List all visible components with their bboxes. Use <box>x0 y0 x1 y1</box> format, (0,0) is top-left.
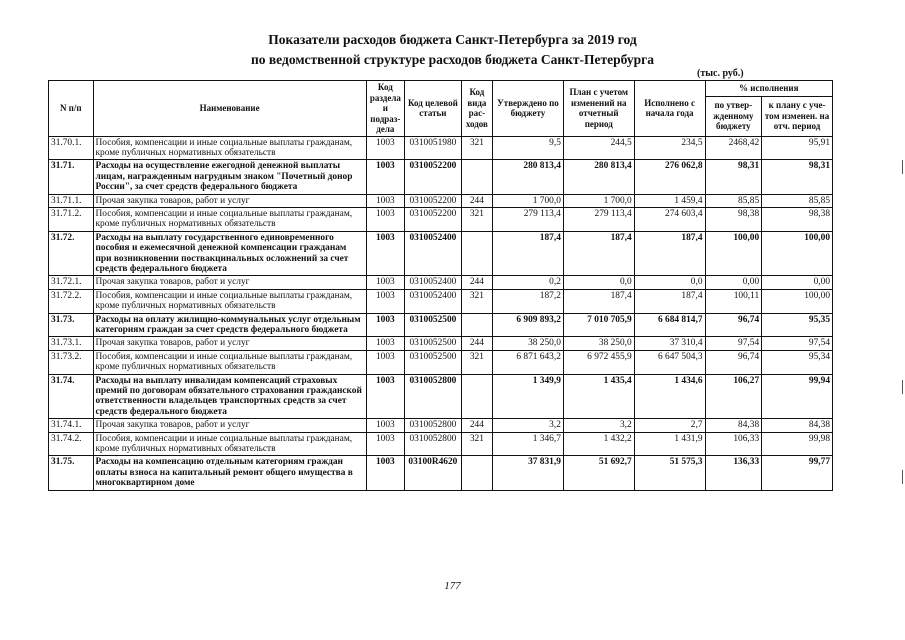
cell-executed: 1 434,6 <box>634 374 705 419</box>
cell-type <box>461 313 492 337</box>
cell-article: 0310052500 <box>405 337 462 350</box>
cell-name: Пособия, компенсации и иные социальные выплаты гражданам, кроме публичных нормативных обязательств <box>93 207 366 231</box>
cell-section: 1003 <box>366 289 404 313</box>
scan-margin-mark <box>902 470 903 484</box>
table-row <box>49 350 833 374</box>
cell-executed: 187,4 <box>634 289 705 313</box>
cell-executed: 0,0 <box>634 276 705 289</box>
cell-approved: 1 346,7 <box>493 432 564 456</box>
cell-approved: 6 909 893,2 <box>493 313 564 337</box>
cell-plan: 1 700,0 <box>563 194 634 207</box>
cell-name: Расходы на компенсацию отдельным категориям граждан оплаты взноса на капитальный ремонт общего имущества в многоквартирном доме <box>93 456 366 490</box>
cell-section: 1003 <box>366 231 404 276</box>
cell-pct-plan: 98,38 <box>762 207 833 231</box>
cell-article: 0310052200 <box>405 160 462 194</box>
cell-name: Прочая закупка товаров, работ и услуг <box>93 337 366 350</box>
cell-plan: 187,4 <box>563 289 634 313</box>
cell-num: 31.72. <box>49 231 94 276</box>
table-row <box>49 456 833 490</box>
cell-pct-plan: 84,38 <box>762 419 833 432</box>
cell-executed: 274 603,4 <box>634 207 705 231</box>
cell-executed: 234,5 <box>634 136 705 160</box>
title-line-1: Показатели расходов бюджета Санкт-Петербурга за 2019 год <box>268 32 637 47</box>
cell-article: 0310052500 <box>405 350 462 374</box>
cell-name: Прочая закупка товаров, работ и услуг <box>93 194 366 207</box>
cell-num: 31.70.1. <box>49 136 94 160</box>
cell-type: 321 <box>461 432 492 456</box>
cell-section: 1003 <box>366 136 404 160</box>
cell-article: 0310052400 <box>405 231 462 276</box>
cell-pct-plan: 100,00 <box>762 289 833 313</box>
cell-num: 31.74. <box>49 374 94 419</box>
cell-section: 1003 <box>366 276 404 289</box>
cell-plan: 38 250,0 <box>563 337 634 350</box>
cell-name: Прочая закупка товаров, работ и услуг <box>93 419 366 432</box>
table-row <box>49 160 833 194</box>
table-header <box>49 81 833 137</box>
title-line-2: по ведомственной структуре расходов бюджета Санкт-Петербурга <box>250 52 655 67</box>
cell-name: Расходы на осуществление ежегодной денежной выплаты лицам, награжденным нагрудным знаком "Почетный донор России", за счет средств федерального бюджета <box>93 160 366 194</box>
table-row <box>49 207 833 231</box>
cell-executed: 37 310,4 <box>634 337 705 350</box>
cell-type <box>461 160 492 194</box>
cell-article: 0310052800 <box>405 419 462 432</box>
table-body <box>49 136 833 490</box>
cell-plan: 187,4 <box>563 231 634 276</box>
cell-pct-plan: 0,00 <box>762 276 833 289</box>
table-row <box>49 231 833 276</box>
cell-article: 03100R4620 <box>405 456 462 490</box>
cell-executed: 276 062,8 <box>634 160 705 194</box>
cell-section: 1003 <box>366 350 404 374</box>
units-label: (тыс. руб.) <box>697 68 744 79</box>
cell-section: 1003 <box>366 374 404 419</box>
col-header-pct-plan: к плану с уче-том изменен. на отч. период <box>762 96 833 136</box>
cell-plan: 3,2 <box>563 419 634 432</box>
cell-name: Пособия, компенсации и иные социальные выплаты гражданам, кроме публичных нормативных обязательств <box>93 350 366 374</box>
cell-executed: 2,7 <box>634 419 705 432</box>
cell-pct-plan: 100,00 <box>762 231 833 276</box>
cell-approved: 3,2 <box>493 419 564 432</box>
col-header-pct-budget: по утвер-жденному бюджету <box>705 96 762 136</box>
cell-type: 321 <box>461 289 492 313</box>
table-row <box>49 276 833 289</box>
table-row <box>49 374 833 419</box>
col-header-num: N п/п <box>49 81 94 137</box>
col-header-name: Наименование <box>93 81 366 137</box>
cell-pct-plan: 95,34 <box>762 350 833 374</box>
cell-pct-budget: 100,11 <box>705 289 762 313</box>
cell-pct-budget: 0,00 <box>705 276 762 289</box>
cell-pct-plan: 99,98 <box>762 432 833 456</box>
cell-type: 244 <box>461 194 492 207</box>
cell-num: 31.71. <box>49 160 94 194</box>
cell-pct-budget: 106,27 <box>705 374 762 419</box>
page-number: 177 <box>444 580 461 592</box>
cell-article: 0310052200 <box>405 194 462 207</box>
cell-approved: 0,2 <box>493 276 564 289</box>
cell-num: 31.75. <box>49 456 94 490</box>
cell-executed: 187,4 <box>634 231 705 276</box>
cell-type: 321 <box>461 350 492 374</box>
cell-executed: 1 459,4 <box>634 194 705 207</box>
cell-pct-budget: 98,31 <box>705 160 762 194</box>
table-row <box>49 337 833 350</box>
cell-section: 1003 <box>366 160 404 194</box>
cell-type: 244 <box>461 276 492 289</box>
cell-executed: 6 647 504,3 <box>634 350 705 374</box>
col-header-plan: План с учетом изменений на отчетный период <box>563 81 634 137</box>
cell-pct-budget: 98,38 <box>705 207 762 231</box>
cell-pct-budget: 84,38 <box>705 419 762 432</box>
cell-type: 244 <box>461 419 492 432</box>
cell-article: 0310052800 <box>405 432 462 456</box>
cell-num: 31.73.1. <box>49 337 94 350</box>
scan-margin-mark <box>902 380 903 394</box>
cell-num: 31.72.2. <box>49 289 94 313</box>
scan-margin-mark <box>902 160 903 174</box>
col-header-article: Код целевой статьи <box>405 81 462 137</box>
table-row <box>49 432 833 456</box>
cell-type <box>461 231 492 276</box>
cell-pct-budget: 2468,42 <box>705 136 762 160</box>
cell-type: 244 <box>461 337 492 350</box>
cell-article: 0310052500 <box>405 313 462 337</box>
cell-pct-budget: 96,74 <box>705 350 762 374</box>
col-header-type: Код вида рас-ходов <box>461 81 492 137</box>
cell-plan: 6 972 455,9 <box>563 350 634 374</box>
table-row <box>49 136 833 160</box>
cell-section: 1003 <box>366 419 404 432</box>
cell-plan: 0,0 <box>563 276 634 289</box>
cell-pct-plan: 97,54 <box>762 337 833 350</box>
cell-approved: 280 813,4 <box>493 160 564 194</box>
cell-pct-plan: 98,31 <box>762 160 833 194</box>
cell-num: 31.71.1. <box>49 194 94 207</box>
cell-name: Пособия, компенсации и иные социальные выплаты гражданам, кроме публичных нормативных обязательств <box>93 432 366 456</box>
cell-section: 1003 <box>366 456 404 490</box>
cell-plan: 1 435,4 <box>563 374 634 419</box>
col-header-approved: Утверждено по бюджету <box>493 81 564 137</box>
cell-article: 0310051980 <box>405 136 462 160</box>
cell-section: 1003 <box>366 432 404 456</box>
cell-name: Пособия, компенсации и иные социальные выплаты гражданам, кроме публичных нормативных обязательств <box>93 136 366 160</box>
cell-approved: 187,4 <box>493 231 564 276</box>
cell-approved: 38 250,0 <box>493 337 564 350</box>
cell-pct-budget: 100,00 <box>705 231 762 276</box>
cell-section: 1003 <box>366 207 404 231</box>
cell-name: Расходы на выплату инвалидам компенсаций страховых премий по договорам обязательного страхования гражданской ответственности владельцев транспортных средств за счет средств федерального бюджета <box>93 374 366 419</box>
cell-pct-budget: 96,74 <box>705 313 762 337</box>
cell-approved: 187,2 <box>493 289 564 313</box>
cell-article: 0310052400 <box>405 276 462 289</box>
cell-num: 31.73.2. <box>49 350 94 374</box>
table-row <box>49 194 833 207</box>
cell-num: 31.72.1. <box>49 276 94 289</box>
cell-name: Расходы на оплату жилищно-коммунальных услуг отдельным категориям граждан за счет средств федерального бюджета <box>93 313 366 337</box>
cell-pct-budget: 97,54 <box>705 337 762 350</box>
cell-approved: 1 349,9 <box>493 374 564 419</box>
cell-pct-plan: 99,94 <box>762 374 833 419</box>
cell-article: 0310052400 <box>405 289 462 313</box>
cell-plan: 279 113,4 <box>563 207 634 231</box>
cell-pct-plan: 95,91 <box>762 136 833 160</box>
cell-executed: 1 431,9 <box>634 432 705 456</box>
cell-plan: 1 432,2 <box>563 432 634 456</box>
cell-name: Пособия, компенсации и иные социальные выплаты гражданам, кроме публичных нормативных обязательств <box>93 289 366 313</box>
cell-pct-plan: 99,77 <box>762 456 833 490</box>
budget-table <box>48 80 833 491</box>
cell-num: 31.71.2. <box>49 207 94 231</box>
cell-pct-plan: 85,85 <box>762 194 833 207</box>
table-row <box>49 313 833 337</box>
cell-section: 1003 <box>366 337 404 350</box>
cell-type <box>461 456 492 490</box>
cell-approved: 1 700,0 <box>493 194 564 207</box>
cell-section: 1003 <box>366 313 404 337</box>
cell-approved: 37 831,9 <box>493 456 564 490</box>
cell-approved: 6 871 643,2 <box>493 350 564 374</box>
cell-approved: 9,5 <box>493 136 564 160</box>
col-header-executed: Исполнено с начала года <box>634 81 705 137</box>
cell-plan: 51 692,7 <box>563 456 634 490</box>
cell-type: 321 <box>461 207 492 231</box>
cell-section: 1003 <box>366 194 404 207</box>
cell-num: 31.73. <box>49 313 94 337</box>
cell-plan: 7 010 705,9 <box>563 313 634 337</box>
cell-type <box>461 374 492 419</box>
cell-approved: 279 113,4 <box>493 207 564 231</box>
cell-num: 31.74.1. <box>49 419 94 432</box>
document-title <box>0 30 905 70</box>
cell-type: 321 <box>461 136 492 160</box>
cell-plan: 280 813,4 <box>563 160 634 194</box>
cell-article: 0310052800 <box>405 374 462 419</box>
cell-pct-budget: 85,85 <box>705 194 762 207</box>
cell-name: Расходы на выплату государственного единовременного пособия и ежемесячной денежной компенсации гражданам при возникновении поствакцинальных осложнений за счет средств федерального бюджета <box>93 231 366 276</box>
cell-pct-budget: 106,33 <box>705 432 762 456</box>
cell-pct-budget: 136,33 <box>705 456 762 490</box>
cell-executed: 6 684 814,7 <box>634 313 705 337</box>
table-row <box>49 289 833 313</box>
cell-executed: 51 575,3 <box>634 456 705 490</box>
cell-num: 31.74.2. <box>49 432 94 456</box>
cell-name: Прочая закупка товаров, работ и услуг <box>93 276 366 289</box>
col-header-section: Код раздела и подраз-дела <box>366 81 404 137</box>
cell-pct-plan: 95,35 <box>762 313 833 337</box>
cell-article: 0310052200 <box>405 207 462 231</box>
col-header-pct-group: % исполнения <box>705 81 833 97</box>
table-row <box>49 419 833 432</box>
cell-plan: 244,5 <box>563 136 634 160</box>
